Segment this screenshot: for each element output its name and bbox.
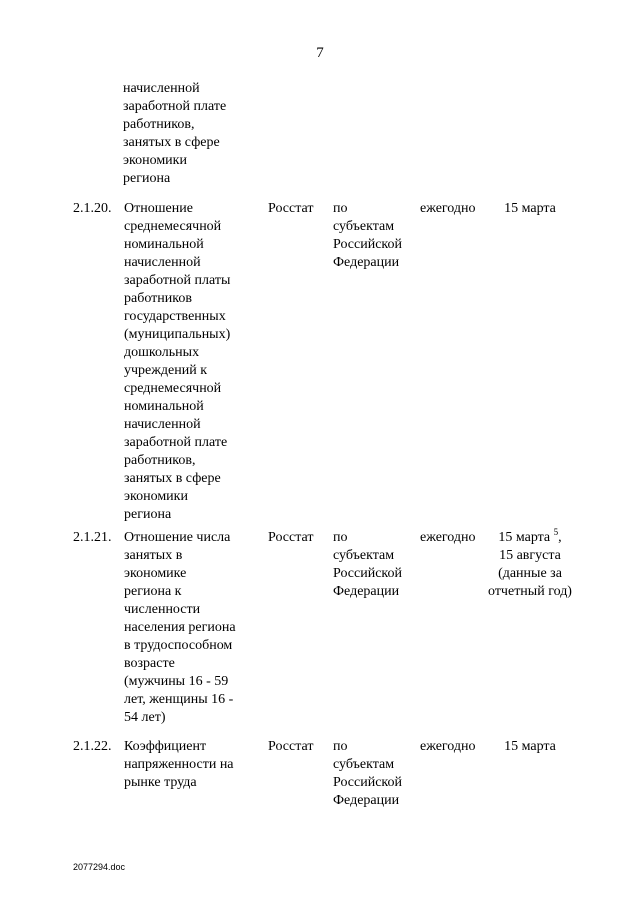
indicator-name: Отношение среднемесячной номинальной начисленной заработной платы работников государственных (муниципальных) дошкольных учреждений к среднемесячной номинальной начисленной заработной плате работников, занятых в сфере экономики региона [124, 201, 231, 522]
indicator-name: Отношение числа занятых в экономике региона к численности населения региона в трудоспособном возрасте (мужчины 16 - 59 лет, женщины 16 - 54 лет) [124, 530, 236, 725]
detail-level: по субъектам Российской Федерации [333, 739, 402, 808]
deadline-first: 15 марта [498, 530, 551, 545]
footer-filename: 2077294.doc [73, 862, 126, 872]
data-source: Росстат [268, 201, 314, 216]
footnote-marker: 5 [553, 527, 559, 537]
row-number: 2.1.22. [73, 739, 112, 754]
indicator-name: Коэффициент напряженности на рынке труда [124, 739, 234, 790]
data-source: Росстат [268, 530, 314, 545]
page-number: 7 [316, 45, 324, 61]
detail-level: по субъектам Российской Федерации [333, 530, 402, 599]
frequency: ежегодно [420, 201, 476, 216]
deadline: 15 марта $^5$, 15 августа (данные за отчетный год) [488, 527, 572, 599]
row-number: 2.1.21. [73, 530, 112, 545]
deadline-rest: 15 августа (данные за отчетный год) [488, 548, 572, 599]
data-source: Росстат [268, 739, 314, 754]
row-number: 2.1.20. [73, 201, 112, 216]
detail-level: по субъектам Российской Федерации [333, 201, 402, 270]
deadline: 15 марта [504, 739, 556, 754]
deadline: 15 марта [504, 201, 556, 216]
continuation-text: начисленной заработной плате работников, занятых в сфере экономики региона [123, 81, 227, 186]
frequency: ежегодно [420, 530, 476, 545]
frequency: ежегодно [420, 739, 476, 754]
